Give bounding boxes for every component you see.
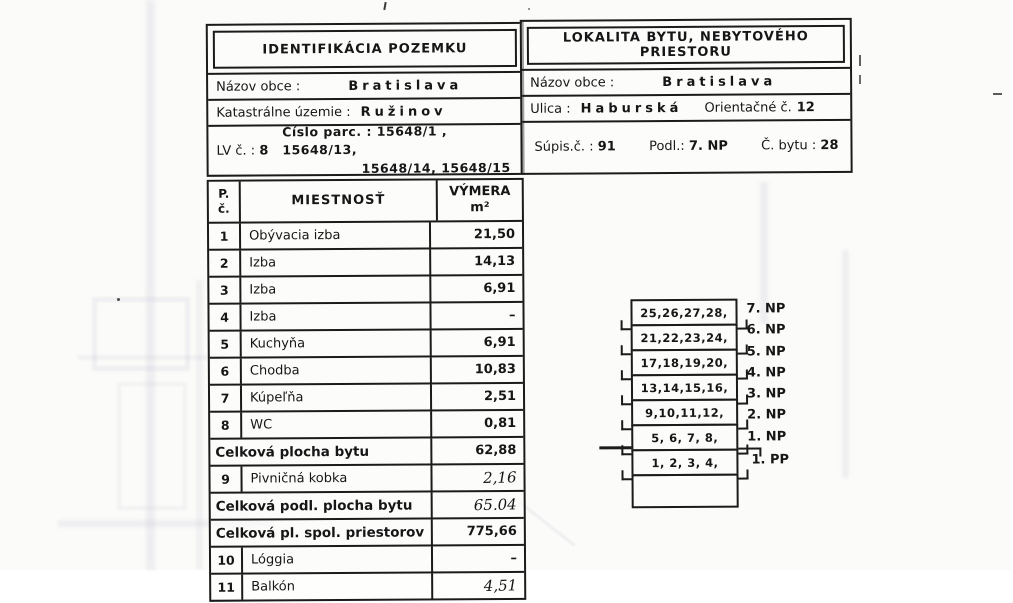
table-row	[210, 355, 523, 384]
floor-box-6np	[631, 324, 738, 352]
supisne-cislo-row	[522, 119, 850, 172]
floor-label: 6. NP	[746, 322, 786, 338]
left-table-title: IDENTIFIKÁCIA POZEMKU	[213, 29, 517, 69]
room-number: 3	[209, 278, 241, 303]
table-header-row	[209, 180, 522, 222]
table-row	[210, 328, 523, 357]
room-area-handwritten: 4,51	[483, 575, 518, 595]
parc-line1	[282, 124, 447, 158]
room-area: 21,50	[473, 226, 516, 243]
floor-label: 1. NP	[747, 429, 787, 445]
right-table-title: LOKALITA BYTU, NEBYTOVÉHO PRIESTORU	[527, 25, 845, 65]
table-row	[211, 571, 524, 600]
room-name: Izba	[241, 249, 431, 275]
parc-value-line2: 15648/14, 15648/15	[361, 159, 511, 176]
floor-labels	[746, 298, 786, 447]
col-header-pc: P. č.	[209, 182, 241, 222]
nazov-obce-value-right: Bratislava	[662, 73, 777, 90]
total-row-spol-priestorov	[211, 517, 524, 546]
identifikacia-pozemku-table	[206, 22, 525, 177]
supisne-cislo	[534, 139, 615, 154]
table-row	[210, 463, 523, 492]
room-area: 10,83	[474, 361, 516, 378]
room-name: Obývacia izba	[241, 222, 431, 248]
miestnosti-vymera-table	[207, 178, 527, 602]
total-value-handwritten: 65.04	[473, 494, 517, 514]
basement-box	[632, 474, 739, 509]
table-row	[209, 301, 522, 330]
total-label: Celková pl. spol. priestorov	[211, 519, 433, 545]
floor-box-1np	[631, 449, 738, 477]
lv-cislo	[216, 143, 268, 158]
lokalita-bytu-table	[520, 18, 853, 175]
room-number: 4	[209, 305, 241, 330]
room-number: 2	[209, 251, 241, 276]
floor-label: 4. NP	[746, 365, 786, 381]
total-row-plocha-bytu	[210, 436, 523, 465]
parc-label: Číslo parc. :	[282, 124, 372, 140]
room-number: 5	[210, 332, 242, 357]
col-header-miestnost: MIESTNOSŤ	[241, 180, 438, 221]
supis-label: Súpis.č. :	[534, 139, 594, 155]
ulica-label: Ulica :	[530, 101, 571, 117]
lv-parcely-row	[208, 123, 522, 176]
orientacne-cislo-value: 12	[796, 99, 815, 115]
table-row	[209, 220, 522, 249]
floor-label: 2. NP	[747, 407, 787, 424]
nazov-obce-label: Názov obce :	[216, 78, 301, 95]
podlazie-value: 7. NP	[688, 138, 728, 154]
basement-label: 1. PP	[751, 452, 790, 468]
floor-units: 25,26,27,28,	[640, 305, 728, 320]
total-value: 62,88	[475, 442, 517, 459]
floor-units: 9,10,11,12,	[645, 405, 725, 420]
floor-units: 21,22,23,24,	[640, 330, 728, 345]
building-floor-diagram	[598, 296, 809, 483]
room-name: Kúpeľňa	[242, 384, 432, 410]
table-row	[210, 382, 523, 411]
total-label: Celková plocha bytu	[210, 438, 432, 464]
floor-box-2np	[631, 424, 738, 452]
nazov-obce-label-right: Názov obce :	[530, 74, 615, 91]
room-name: Chodba	[242, 357, 432, 383]
col-header-vymera: VÝMERA m²	[449, 183, 511, 216]
room-number: 11	[211, 575, 243, 600]
total-label: Celková podl. plocha bytu	[211, 492, 433, 518]
table-row	[210, 409, 523, 438]
floor-label: 7. NP	[746, 301, 786, 317]
room-name: WC	[242, 411, 432, 437]
table-row	[209, 247, 522, 276]
total-value: 775,66	[466, 523, 517, 540]
katastralne-uzemie-label: Katastrálne územie :	[216, 104, 351, 121]
supis-value: 91	[597, 139, 616, 155]
floor-label: 3. NP	[746, 386, 786, 402]
lv-value: 8	[259, 143, 269, 159]
floor-box-7np	[630, 299, 737, 327]
room-number: 9	[210, 467, 242, 492]
room-area: 6,91	[483, 334, 516, 351]
room-area: 2,51	[483, 388, 517, 405]
room-area: –	[510, 550, 518, 566]
floor-box-3np	[631, 399, 738, 427]
parc-value-line1: 15648/1 , 15648/13,	[282, 123, 448, 158]
floor-label: 5. NP	[746, 343, 786, 360]
room-name: Pivničná kobka	[242, 465, 432, 491]
room-area: 14,13	[474, 253, 516, 270]
room-number: 8	[210, 413, 242, 438]
room-number: 1	[209, 224, 241, 249]
orientacne-cislo-label: Orientačné č.	[704, 99, 792, 116]
ulica-value: Haburská	[580, 100, 683, 117]
floor-units: 1, 2, 3, 4,	[651, 455, 719, 470]
total-row-podl-plocha	[211, 490, 524, 519]
room-name: Izba	[241, 303, 431, 329]
ulica-row	[522, 93, 850, 121]
nazov-obce-row	[208, 71, 522, 99]
room-number: 7	[210, 386, 242, 411]
lv-label: LV č. :	[216, 143, 256, 159]
room-area: 6,91	[483, 280, 516, 297]
table-row	[211, 544, 524, 573]
room-name: Izba	[241, 276, 431, 302]
room-area: 0,81	[484, 415, 517, 432]
cislo-bytu	[761, 138, 838, 153]
cislo-bytu-label: Č. bytu :	[761, 138, 817, 154]
floor-units: 13,14,15,16,	[640, 380, 729, 395]
podlazie	[649, 139, 728, 154]
floor-stack	[630, 299, 738, 509]
katastralne-uzemie-row	[208, 97, 522, 125]
nazov-obce-value: Bratislava	[348, 77, 463, 94]
room-number: 10	[211, 548, 243, 573]
katastralne-uzemie-value: Ružinov	[360, 103, 447, 120]
room-number: 6	[210, 359, 242, 384]
room-name: Lóggia	[243, 546, 433, 572]
floor-units: 17,18,19,20,	[640, 355, 729, 370]
podlazie-label: Podl.:	[649, 138, 685, 155]
floor-box-4np	[631, 374, 738, 402]
room-name: Kuchyňa	[242, 330, 432, 356]
room-area-handwritten: 2,16	[482, 467, 517, 487]
floor-box-5np	[631, 349, 738, 377]
room-name: Balkón	[243, 573, 433, 599]
floor-units: 5, 6, 7, 8,	[651, 430, 719, 445]
cislo-parcely	[282, 122, 514, 178]
table-row	[209, 274, 522, 303]
nazov-obce-row-right	[522, 67, 850, 95]
room-area: –	[508, 307, 516, 323]
cislo-bytu-value: 28	[820, 137, 839, 154]
